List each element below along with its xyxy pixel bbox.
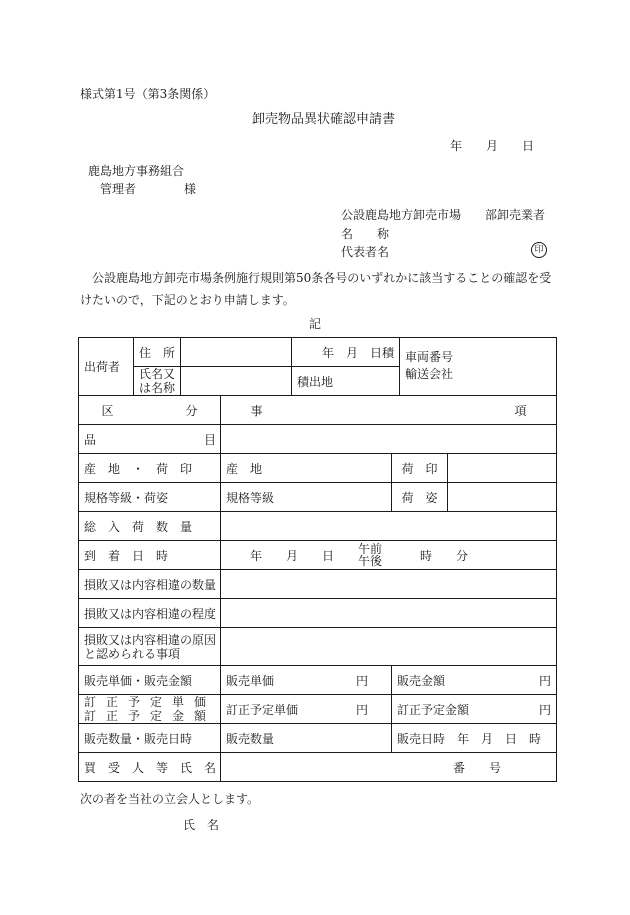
sale-amount-field[interactable]: 販売金額 円: [392, 666, 557, 695]
total-quantity-label: 総 入 荷 数 量: [79, 512, 221, 541]
arrival-label: 到 着 日 時: [79, 541, 221, 570]
transport-company-label: 輸送会社: [405, 367, 454, 381]
date-loaded-label: 年 月 日積: [292, 338, 400, 367]
ki-heading: 記: [309, 317, 322, 331]
name-or-title-label: 氏名又 は名称: [134, 367, 181, 396]
correction-unit-field[interactable]: 訂正予定単価 円: [221, 695, 392, 724]
address-label: 住 所: [134, 338, 181, 367]
witness-text: 次の者を当社の立会人とします。: [80, 792, 260, 806]
buyer-number-field[interactable]: 番 号: [221, 753, 557, 782]
matter-header: 事 項: [221, 396, 557, 425]
sale-datetime-field[interactable]: 販売日時 年 月 日 時: [392, 724, 557, 753]
sale-quantity-field[interactable]: 販売数量: [221, 724, 392, 753]
applicant-market: 公設鹿島地方卸売市場 部卸売業者: [341, 208, 546, 222]
grade-style-label: 規格等級・荷姿: [79, 483, 221, 512]
damage-quantity-field[interactable]: [221, 570, 557, 599]
applicant-name-label: 名 称: [341, 227, 390, 241]
addressee-role: 管理者 様: [100, 182, 197, 196]
arrival-field[interactable]: [221, 541, 557, 570]
pm-label: 午後: [358, 554, 383, 568]
damage-degree-label: 損敗又は内容相違の程度: [79, 599, 221, 628]
pack-mark-label: 荷 印: [392, 454, 448, 483]
total-quantity-field[interactable]: [221, 512, 557, 541]
damage-cause-label: 損敗又は内容相違の原因 と認められる事項: [79, 628, 221, 666]
sale-unit-field[interactable]: 販売単価 円: [221, 666, 392, 695]
date-line: 年 月 日: [450, 139, 535, 153]
origin-label: 産 地: [221, 454, 392, 483]
form-number: 様式第1号（第3条関係）: [80, 87, 216, 101]
pack-style-field[interactable]: [448, 483, 557, 512]
sale-qty-date-label: 販売数量・販売日時: [79, 724, 221, 753]
pack-mark-field[interactable]: [448, 454, 557, 483]
item-field[interactable]: [221, 425, 557, 454]
am-label: 午前: [358, 542, 383, 556]
application-table: [78, 337, 557, 782]
item-label: 品 目: [79, 425, 221, 454]
loading-place-label: 積出地: [292, 367, 400, 396]
origin-pack-label: 産 地 ・ 荷 印: [79, 454, 221, 483]
shipper-label: 出荷者: [79, 338, 134, 396]
address-field[interactable]: [181, 338, 292, 367]
witness-name-label: 氏 名: [183, 818, 220, 832]
body-paragraph: 公設鹿島地方卸売市場条例施行規則第50条各号のいずれかに該当することの確認を受けたいので，下記のとおり申請します。: [80, 271, 552, 307]
pack-style-label: 荷 姿: [392, 483, 448, 512]
arrival-time: 時 分: [420, 548, 469, 563]
document-title: 卸売物品異状確認申請書: [252, 112, 396, 127]
damage-degree-field[interactable]: [221, 599, 557, 628]
arrival-date: 年 月 日: [250, 548, 335, 563]
addressee-org: 鹿島地方事務組合: [88, 164, 185, 178]
correction-label: 訂正予定単価 訂正予定金額: [79, 695, 221, 724]
seal-mark: 印: [531, 242, 547, 258]
sale-price-amount-label: 販売単価・販売金額: [79, 666, 221, 695]
correction-amount-field[interactable]: 訂正予定金額 円: [392, 695, 557, 724]
grade-label: 規格等級: [221, 483, 392, 512]
name-field[interactable]: [181, 367, 292, 396]
damage-cause-field[interactable]: [221, 628, 557, 666]
representative-label: 代表者名: [341, 245, 390, 259]
category-header: 区 分: [79, 396, 221, 425]
damage-quantity-label: 損敗又は内容相違の数量: [79, 570, 221, 599]
vehicle-number-label: 車両番号: [405, 350, 454, 364]
buyer-name-label: 買 受 人 等 氏 名: [79, 753, 221, 782]
